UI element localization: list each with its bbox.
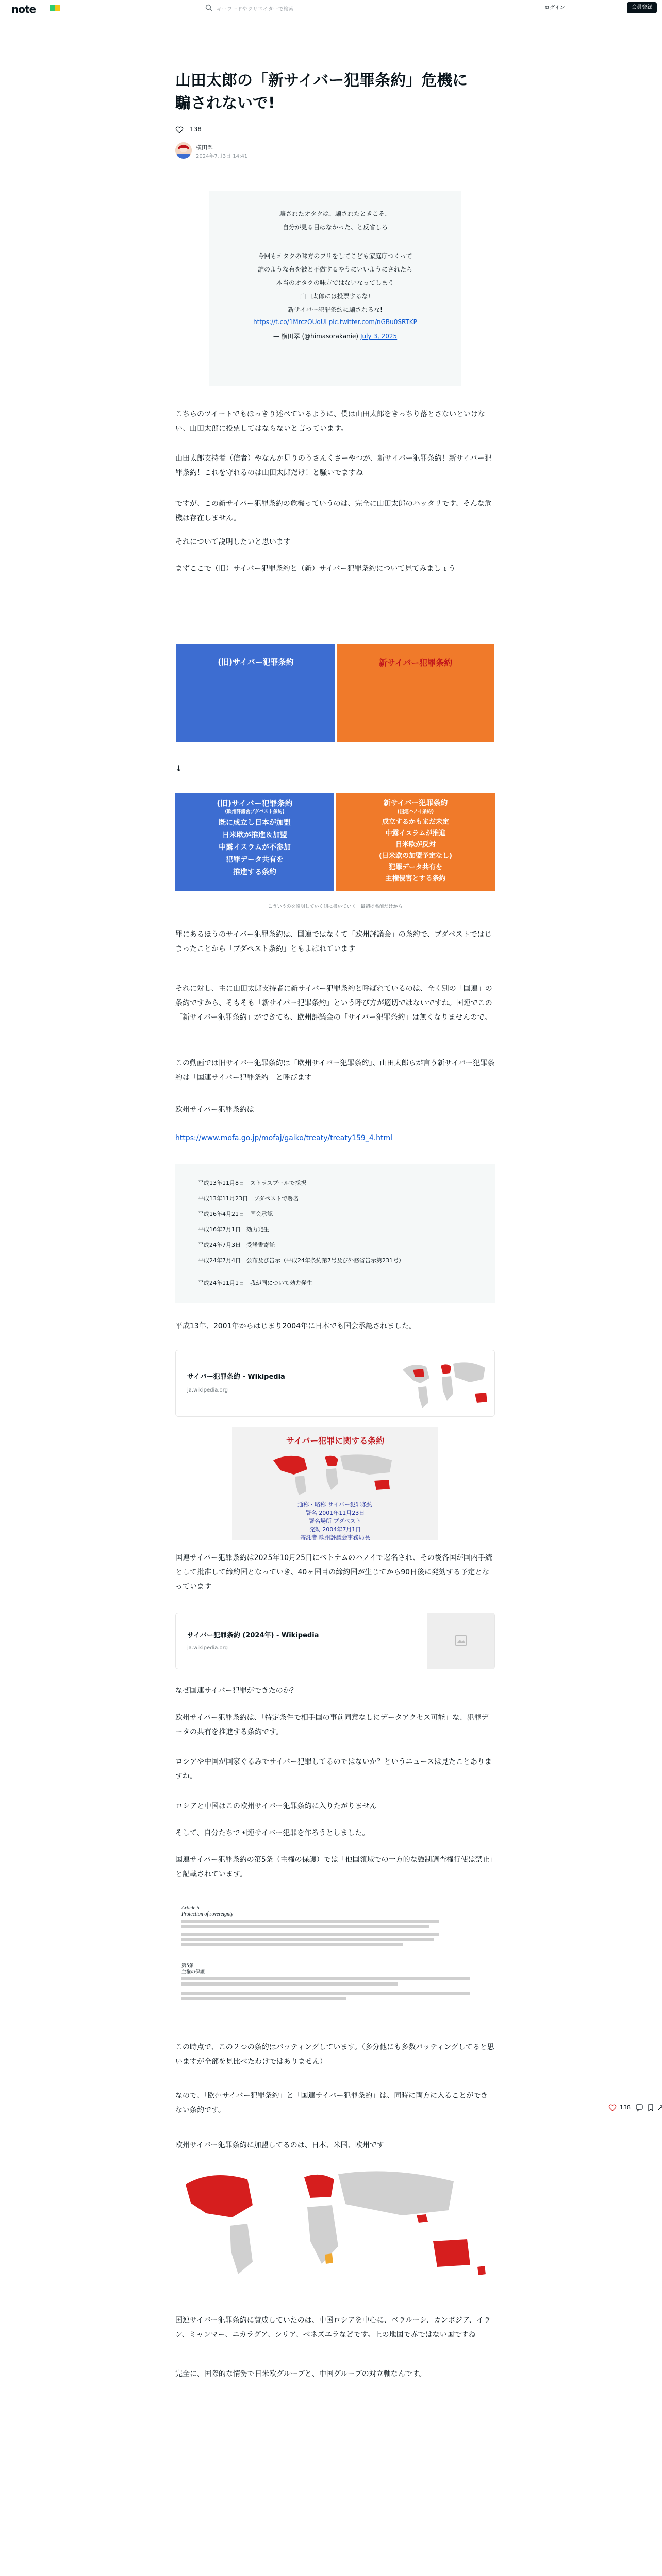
excerpt-jp-sub: 主権の保護 (181, 1970, 205, 1975)
comment-icon[interactable] (635, 2104, 643, 2112)
excerpt-text-line (181, 1943, 403, 1946)
register-button[interactable]: 会員登録 (627, 2, 657, 13)
old-treaty-point: 犯罪データ共有を (226, 856, 284, 864)
timeline-item: 平成24年11月1日 我が国について効力発生 (198, 1280, 312, 1286)
tweet-date-link[interactable]: July 3, 2025 (360, 333, 398, 340)
old-treaty-point: 中露イスラムが不参加 (219, 843, 291, 852)
avatar-image (175, 142, 192, 159)
article-title (175, 70, 495, 115)
new-treaty-point: (日米欧の加盟予定なし) (379, 852, 452, 860)
excerpt-text-line (181, 1925, 429, 1928)
like-count: 138 (190, 126, 202, 133)
excerpt-en-sub: Protection of sovereignty (181, 1911, 234, 1917)
down-arrow: ↓ (175, 764, 183, 773)
old-treaty-label: (旧)サイバー犯罪条約 (218, 657, 294, 667)
paragraph: 欧州サイバー犯罪条約は、「特定条件で相手国の事前同意なしにデータアクセス可能」な、犯罪データの共有を推進する条約です。 (175, 1714, 489, 1736)
old-treaty-detail-title: (旧)サイバー犯罪条約 (217, 799, 293, 808)
new-treaty-detail-title: 新サイバー犯罪条約 (383, 799, 448, 807)
embedded-tweet (209, 191, 461, 386)
tweet-author: — 横田翠 (@himasorakanie) (273, 333, 359, 340)
avatar[interactable] (175, 142, 192, 159)
paragraph: まずここで（旧）サイバー犯罪条約と（新）サイバー犯罪条約について見てみましょう (175, 565, 456, 573)
new-treaty-point: 犯罪データ共有を (388, 863, 442, 871)
infobox-row: 署名 2001年11月23日 (305, 1510, 365, 1516)
old-treaty-box (176, 644, 335, 742)
member-countries-map (175, 2164, 495, 2298)
paragraph: なので、「欧州サイバー犯罪条約」と「国連サイバー犯罪条約」は、同時に両方に入ることができない条約です。 (175, 2092, 488, 2114)
tweet-link[interactable]: https://t.co/1MrczOUoUi pic.twitter.com/nGBu0SRTKP (253, 318, 417, 326)
new-treaty-box (337, 644, 494, 742)
tweet-line: 自分が見る目はなかった、と反省しろ (282, 224, 388, 231)
mofa-link[interactable]: https://www.mofa.go.jp/mofaj/gaiko/treaty/treaty159_4.html (175, 1134, 393, 1142)
site-header (0, 0, 662, 16)
bookmark-icon[interactable] (647, 2104, 655, 2112)
paragraph: こちらのツイートでもほっきり述べているように、僕は山田太郎をきっちり落とさないといけない、山田太郎に投票してはならないと言っています。 (175, 410, 486, 433)
new-treaty-point: 主権侵害とする条約 (385, 875, 446, 883)
excerpt-text-line (181, 1938, 434, 1941)
paragraph: 完全に、国際的な情勢で日米欧グループと、中国グループの対立軸なんです。 (175, 2370, 426, 2378)
search-bar[interactable] (205, 3, 422, 13)
paragraph: ロシアや中国が国家ぐるみでサイバー犯罪してるのではないか？というニュースは見たことありますね。 (175, 1758, 492, 1781)
new-treaty-label: 新サイバー犯罪条約 (378, 658, 453, 668)
wikipedia-infobox (232, 1427, 438, 1540)
paragraph: 欧州サイバー犯罪条約に加盟してるのは、日本、米国、欧州です (175, 2141, 384, 2149)
search-input[interactable]: キーワードやクリエイターで検索 (217, 7, 294, 12)
timeline-item: 平成13年11月8日 ストラスブールで採択 (198, 1180, 307, 1187)
paragraph: 欧州サイバー犯罪条約は (175, 1106, 254, 1114)
heart-icon[interactable] (608, 2104, 617, 2112)
note-logo[interactable]: note (11, 3, 36, 15)
treaty-comparison-figure (175, 639, 495, 747)
paragraph: 国連サイバー犯罪条約に賛成していたのは、中国ロシアを中心に、ベラルーシ、カンボジア、イラン、ミャンマー、ニカラグア、シリア、ベネズエラなどです。上の地図で赤ではない国ですね (175, 2316, 491, 2339)
section-heading: なぜ国連サイバー犯罪ができたのか？ (175, 1687, 297, 1695)
excerpt-en-heading: Article 5 (181, 1905, 200, 1911)
treaty-excerpt-image (175, 1901, 495, 2030)
embed-title[interactable]: サイバー犯罪条約 - Wikipedia (187, 1373, 285, 1381)
infobox-title: サイバー犯罪に関する条約 (286, 1436, 385, 1446)
embed-title[interactable]: サイバー犯罪条約 (2024年) - Wikipedia (187, 1632, 319, 1639)
tweet-line: 誰のような有を被と不做するやうにいいようにされたら (257, 266, 412, 273)
infobox-row: 署名場所 ブダペスト (309, 1518, 361, 1524)
old-treaty-point: 推進する条約 (233, 868, 276, 876)
old-treaty-detail-box (175, 793, 334, 891)
new-treaty-detail-sub: (国連ハノイ条約) (397, 809, 434, 815)
floating-actions (608, 2102, 662, 2114)
new-treaty-point: 日米欧が反対 (395, 841, 436, 849)
excerpt-jp-heading: 第5条 (181, 1963, 194, 1969)
paragraph: この動画では旧サイバー犯罪条約は「欧州サイバー犯罪条約」、山田太郎らが言う新サイバー犯罪条約は「国連サイバー犯罪条約」と呼びます (175, 1059, 495, 1082)
wikipedia-embed[interactable] (175, 1350, 495, 1417)
timeline-item: 平成16年7月1日 効力発生 (198, 1226, 269, 1233)
excerpt-text-line (181, 1933, 439, 1936)
author-name[interactable]: 横田翠 (196, 144, 213, 151)
paragraph: 平成13年、2001年からはじまり2004年に日本でも国会承認されました。 (175, 1322, 417, 1330)
figure-caption: こういうのを説明していく側に書いていく 最初は名前だけから (268, 904, 403, 909)
image-placeholder-icon (454, 1634, 468, 1647)
excerpt-text-line (181, 1920, 439, 1923)
old-treaty-detail-sub: (欧州評議会ブダペスト条約) (225, 809, 285, 815)
infobox-row: 通称・略称 サイバー犯罪条約 (297, 1501, 373, 1508)
embed-url: ja.wikipedia.org (187, 1645, 228, 1651)
tweet-line: 今回もオタクの味方のフリをしてこども家庭庁つくって (258, 252, 412, 260)
tweet-line: 騙されたオタクは、騙されたときこそ、 (279, 210, 391, 217)
title-line: 山田太郎の「新サイバー犯罪条約」危機に (175, 72, 468, 90)
new-treaty-detail-box (336, 793, 495, 891)
infobox-row: 寄託者 欧州評議会事務局長 (300, 1534, 370, 1541)
paragraph: ロシアと中国はこの欧州サイバー犯罪条約に入りたがりません (175, 1802, 377, 1810)
embed-thumbnail-placeholder (427, 1613, 494, 1669)
excerpt-text-line (181, 1992, 470, 1995)
tweet-line: 本当のオタクの味方ではないなってしまう (276, 279, 394, 286)
timeline-item: 平成13年11月23日 ブダペストで署名 (198, 1195, 299, 1202)
excerpt-text-line (181, 1982, 398, 1986)
embed-url: ja.wikipedia.org (187, 1387, 228, 1393)
excerpt-text-line (181, 1997, 346, 2000)
old-treaty-point: 日米欧が推進＆加盟 (222, 831, 287, 839)
excerpt-text-line (181, 1977, 470, 1980)
share-icon[interactable] (657, 2104, 662, 2112)
paragraph: それに対し、主に山田太郎支持者に新サイバー犯罪条約と呼ばれているのは、全く別の「国連」の条約ですから、そもそも「新サイバー犯罪条約」という呼び方が適切ではないですね。国連でこの「新サイバー犯罪条約」ができても、欧州評議会の「サイバー犯罪条約」は無くなりませんので。 (175, 985, 492, 1022)
timeline-item: 平成24年7月4日 公布及び告示（平成24年条約第7号及び外務省告示第231号） (198, 1257, 404, 1264)
tweet-line: 山田太郎には投票するな! (300, 293, 371, 300)
heart-icon[interactable] (175, 126, 184, 134)
logo-badge-icon (49, 3, 61, 12)
paragraph: そして、自分たちで国連サイバー犯罪を作ろうとしました。 (175, 1829, 370, 1837)
timeline-item: 平成24年7月3日 受諾書寄託 (198, 1242, 275, 1248)
tweet-byline (209, 332, 461, 341)
paragraph: 山田太郎支持者（信者）やなんか見りのうさんくさーやつが、新サイバー犯罪条約！新サイバー犯罪条約！これを守れるのは山田太郎だけ！と騒いでますね (175, 454, 492, 477)
infobox-row: 発効 2004年7月1日 (309, 1526, 361, 1533)
new-treaty-point: 成立するかもまだ未定 (382, 818, 449, 826)
treaty-detail-figure (175, 793, 495, 896)
timeline-item: 平成16年4月21日 国会承認 (198, 1211, 273, 1217)
world-map-thumbnail (398, 1354, 493, 1413)
infobox-map (268, 1450, 402, 1496)
wikipedia-embed-2024[interactable] (175, 1613, 495, 1669)
title-line: 騙されないで! (175, 94, 275, 112)
new-treaty-point: 中露イスラムが推進 (385, 829, 446, 837)
paragraph: この時点で、この２つの条約はバッティングしています。（多分他にも多数バッティングしてると思いますが全部を見比べたわけではありません） (175, 2043, 494, 2066)
treaty-timeline (175, 1164, 495, 1303)
tweet-line: 新サイバー犯罪条約に騙されるな! (288, 306, 383, 313)
paragraph: 国連サイバー犯罪条約の第5条（主権の保護）では「他国領域での一方的な強制調査権行使は禁止」と記載されています。 (175, 1856, 493, 1878)
paragraph: ですが、この新サイバー犯罪条約の危機っていうのは、完全に山田太郎のハッタリです、そんな危機は存在しません。 (175, 500, 492, 522)
old-treaty-point: 既に成立し日本が加盟 (219, 819, 291, 827)
publish-date: 2024年7月3日 14:41 (196, 154, 248, 159)
paragraph: 国連サイバー犯罪条約は2025年10月25日にベトナムのハノイで署名され、その後各国が国内手続として批准して締約国となっていき、40ヶ国目の締約国が生じてから90日後に発効する予定となっています (175, 1554, 492, 1591)
like-count: 138 (620, 2104, 631, 2111)
paragraph: 罪にあるほうのサイバー犯罪条約は、国連ではなくて「欧州評議会」の条約で、ブダペストではじまったことから「ブダペスト条約」ともよばれています (175, 930, 492, 953)
paragraph: それについて説明したいと思います (175, 538, 291, 546)
search-icon (205, 4, 212, 11)
login-button[interactable]: ログイン (544, 5, 565, 11)
